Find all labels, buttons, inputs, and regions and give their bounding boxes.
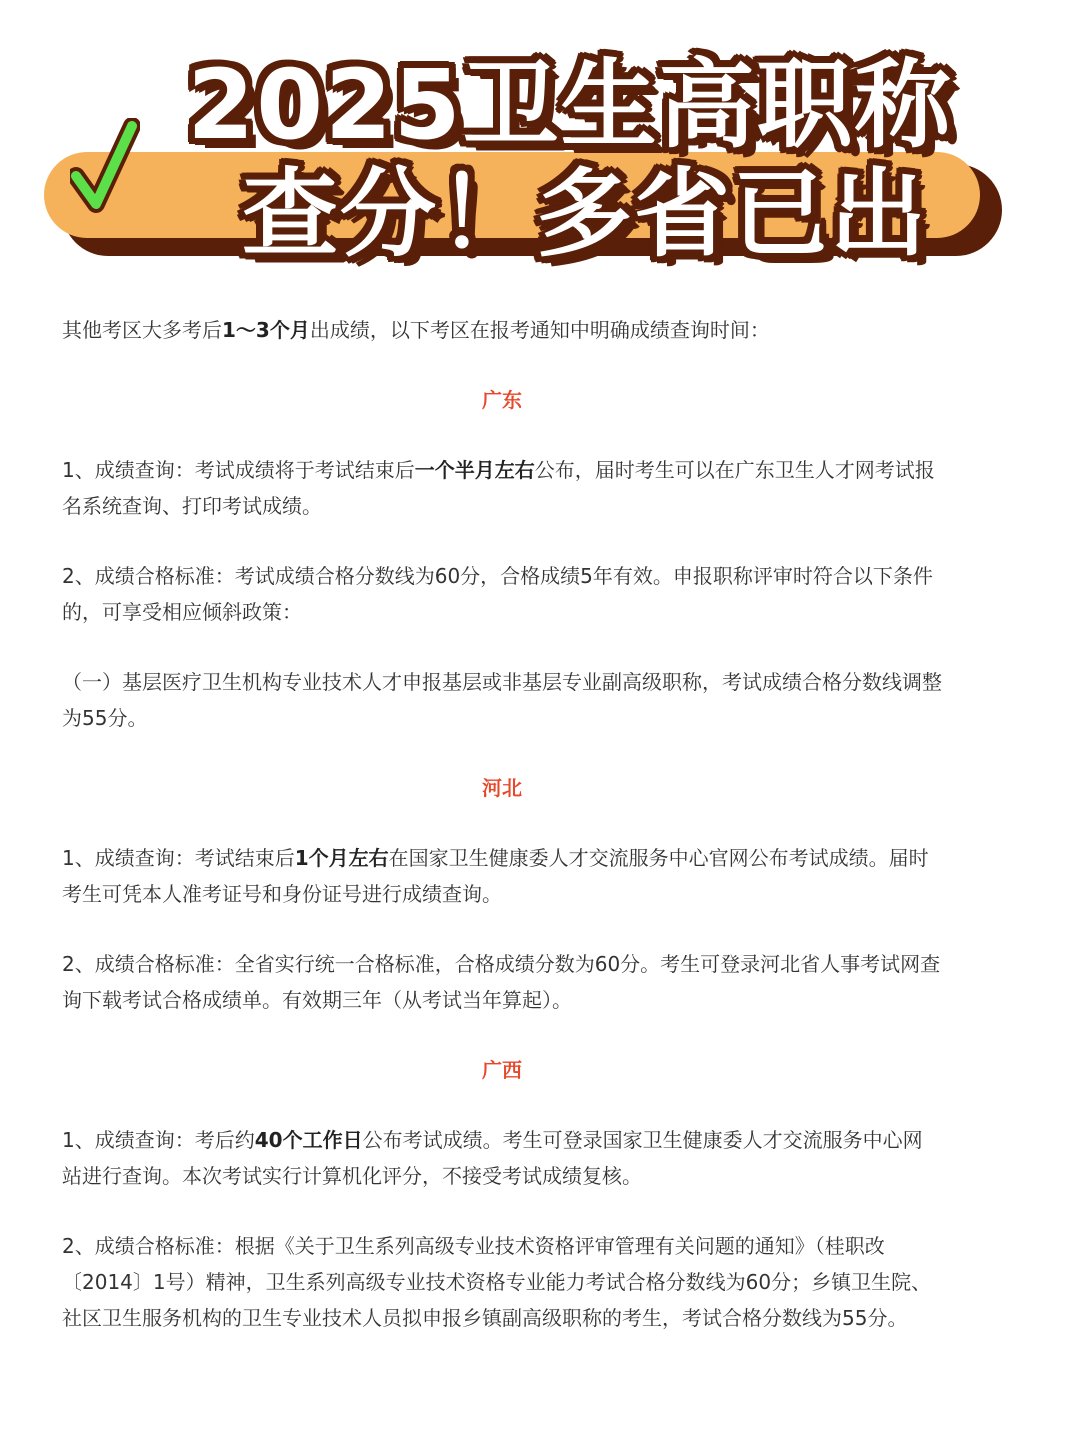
guangdong-paragraph-1: 1、成绩查询：考试成绩将于考试结束后一个半月左右公布，届时考生可以在广东卫生人才网考试报名系统查询、打印考试成绩。 — [62, 458, 935, 518]
section-heading-hebei: 河北 — [482, 776, 522, 800]
guangdong-paragraph-2: 2、成绩合格标准：考试成绩合格分数线为60分，合格成绩5年有效。申报职称评审时符合以下条件的，可享受相应倾斜政策： — [62, 564, 933, 624]
guangxi-paragraph-2: 2、成绩合格标准：根据《关于卫生系列高级专业技术资格评审管理有关问题的通知》（桂职改〔2014〕1号）精神，卫生系列高级专业技术资格专业能力考试合格分数线为60分；乡镇卫生院、社区卫生服务机构的卫生专业技术人员拟申报乡镇副高级职称的考生，考试合格分数线为55分。 — [62, 1234, 932, 1330]
guangdong-highlight: 一个半月左右 — [414, 458, 535, 482]
hebei-paragraph-2: 2、成绩合格标准：全省实行统一合格标准，合格成绩分数为60分。考生可登录河北省人事考试网查询下载考试合格成绩单。有效期三年（从考试当年算起）。 — [62, 952, 941, 1012]
section-heading-guangdong: 广东 — [482, 388, 522, 412]
guangxi-highlight: 40个工作日 — [254, 1128, 363, 1152]
intro-paragraph: 其他考区大多考后1～3个月出成绩，以下考区在报考通知中明确成绩查询时间： — [62, 318, 770, 342]
hebei-highlight: 1个月左右 — [294, 846, 389, 870]
guangdong-paragraph-3: （一）基层医疗卫生机构专业技术人才申报基层或非基层专业副高级职称，考试成绩合格分数线调整为55分。 — [62, 670, 942, 730]
guangxi-paragraph-1: 1、成绩查询：考后约40个工作日公布考试成绩。考生可登录国家卫生健康委人才交流服务中心网站进行查询。本次考试实行计算机化评分，不接受考试成绩复核。 — [62, 1128, 923, 1188]
hebei-paragraph-1: 1、成绩查询：考试结束后1个月左右在国家卫生健康委人才交流服务中心官网公布考试成绩。届时考生可凭本人准考证号和身份证号进行成绩查询。 — [62, 846, 929, 906]
section-heading-guangxi: 广西 — [482, 1058, 522, 1082]
intro-highlight: 1～3个月 — [222, 318, 310, 342]
title-line-2: 查分！多省已出 — [242, 158, 928, 270]
title-banner — [0, 0, 1080, 290]
title-line-1: 2025卫生高职称 — [187, 49, 953, 161]
article-body — [62, 312, 942, 1370]
